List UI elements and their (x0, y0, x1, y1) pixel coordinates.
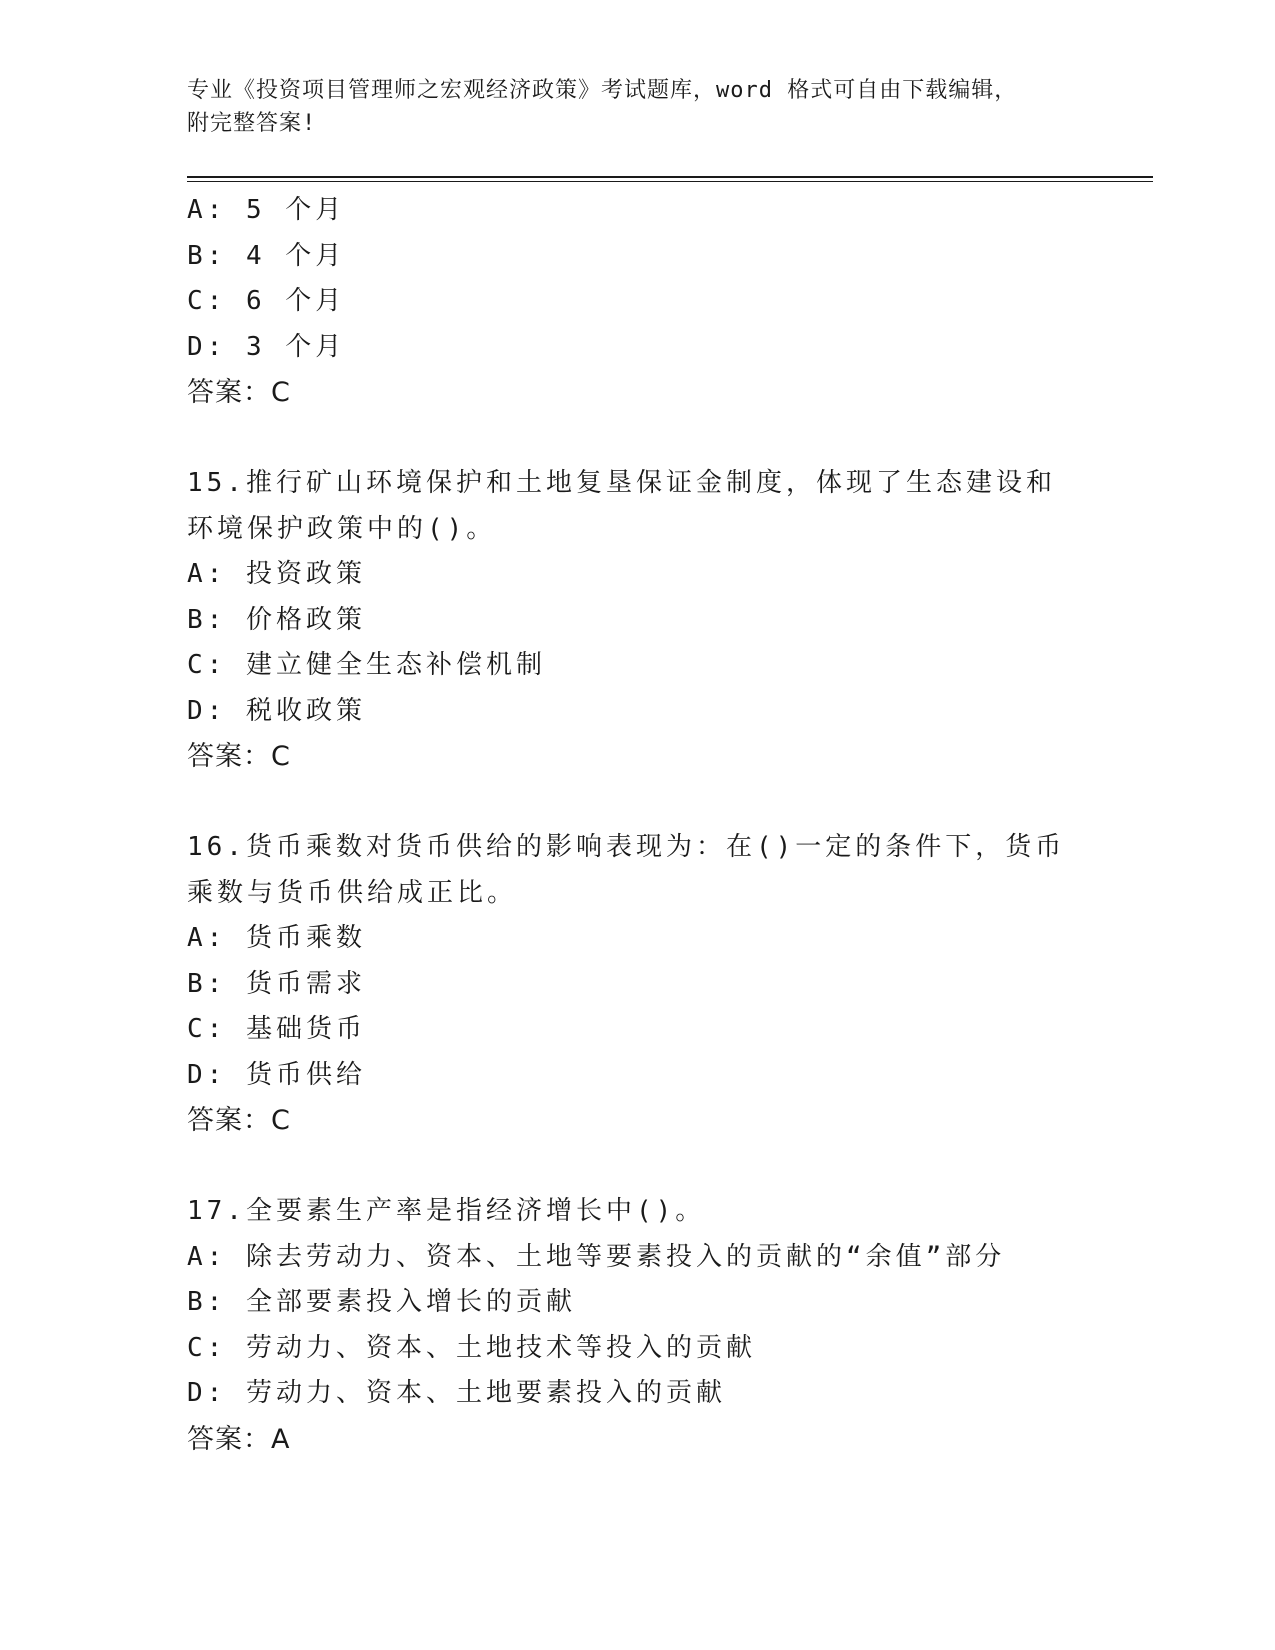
option-a: A: 货币乘数 (187, 923, 366, 953)
question-17 (187, 1189, 1087, 1462)
answer-line: 答案：C (187, 1105, 291, 1136)
header-line-1: 专业《投资项目管理师之宏观经济政策》考试题库，word 格式可自由下载编辑， (187, 78, 1018, 103)
question-16 (187, 825, 1087, 1144)
option-b: B: 4 个月 (187, 240, 346, 271)
option-c: C: 劳动力、资本、土地技术等投入的贡献 (187, 1332, 756, 1363)
option-a: A: 投资政策 (187, 559, 366, 589)
option-d: D: 劳动力、资本、土地要素投入的贡献 (187, 1378, 726, 1408)
question-15 (187, 461, 1087, 780)
option-c: C: 6 个月 (187, 286, 346, 316)
answer-line: 答案：C (187, 741, 291, 772)
question-text: 16.货币乘数对货币供给的影响表现为：在()一定的条件下，货币乘数与货币供给成正比。 (187, 832, 1066, 908)
option-d: D: 3 个月 (187, 331, 346, 362)
answer-line: 答案：A (187, 1423, 291, 1455)
answer-line: 答案：C (187, 377, 291, 408)
option-a: A: 5 个月 (187, 195, 346, 225)
document-header (187, 74, 1087, 140)
header-divider-thin (187, 181, 1153, 182)
question-list (187, 188, 1087, 1462)
option-b: B: 全部要素投入增长的贡献 (187, 1287, 576, 1317)
option-d: D: 税收政策 (187, 695, 366, 726)
option-c: C: 基础货币 (187, 1014, 366, 1044)
option-c: C: 建立健全生态补偿机制 (187, 650, 546, 680)
header-line-2: 附完整答案! (187, 111, 317, 136)
option-b: B: 货币需求 (187, 968, 366, 999)
option-b: B: 价格政策 (187, 604, 366, 635)
spacer (187, 1144, 1087, 1190)
question-text: 15.推行矿山环境保护和土地复垦保证金制度，体现了生态建设和环境保护政策中的()。 (187, 468, 1056, 544)
header-divider-thick (187, 176, 1153, 178)
option-d: D: 货币供给 (187, 1059, 366, 1090)
question-text: 17.全要素生产率是指经济增长中()。 (187, 1196, 706, 1226)
question-14-continued (187, 188, 1087, 416)
option-a: A: 除去劳动力、资本、土地等要素投入的贡献的“余值”部分 (187, 1241, 1006, 1272)
spacer (187, 416, 1087, 462)
spacer (187, 780, 1087, 826)
